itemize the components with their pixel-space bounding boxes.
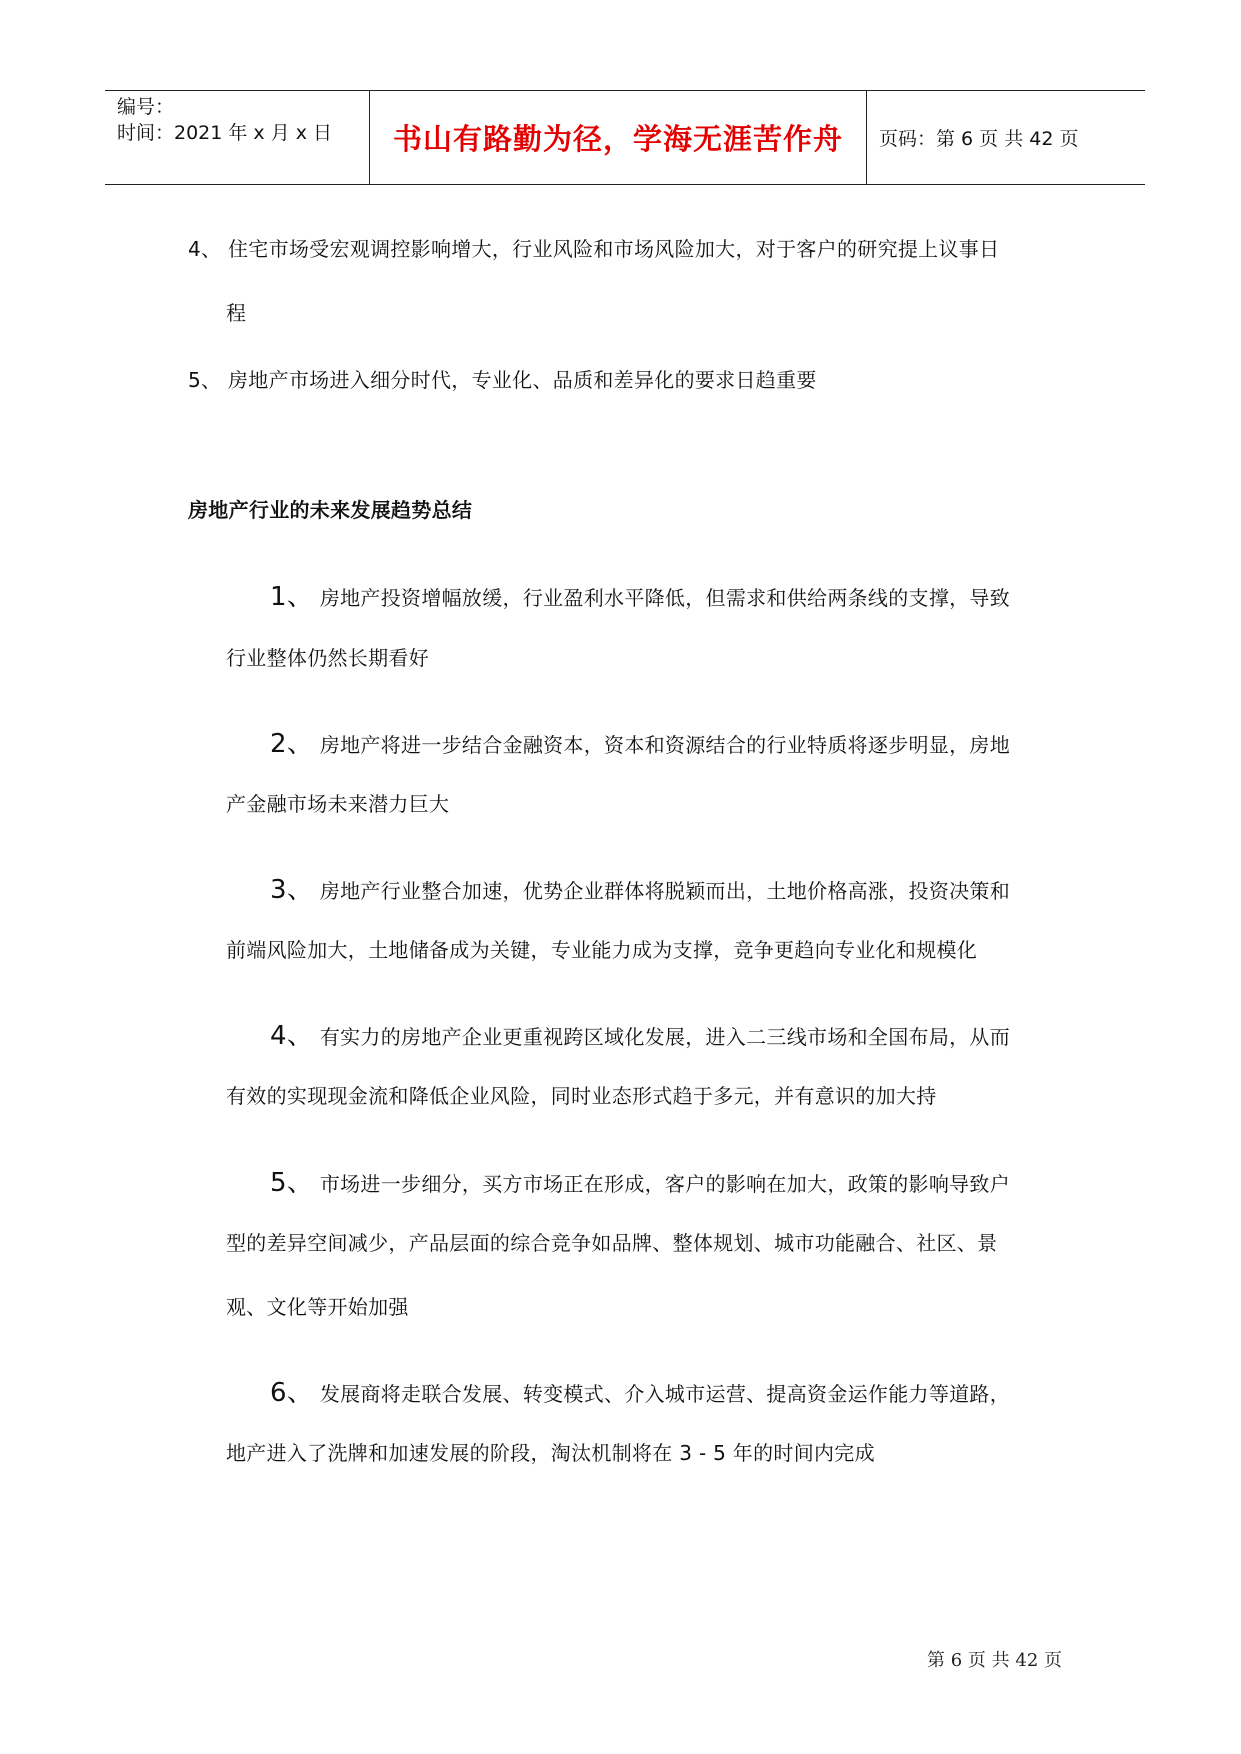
page-info: 页码：第 6 页 共 42 页 bbox=[879, 128, 1079, 150]
intro-item-5-line1: 5、 房地产市场进入细分时代，专业化、品质和差异化的要求日趋重要 bbox=[188, 368, 817, 392]
header-motto-cell bbox=[370, 91, 867, 184]
trend-item-2 bbox=[270, 723, 1010, 760]
trend-item-text: 市场进一步细分，买方市场正在形成，客户的影响在加大，政策的影响导致户 bbox=[319, 1172, 1011, 1196]
trend-item-5-line2: 型的差异空间减少，产品层面的综合竞争如品牌、整体规划、城市功能融合、社区、景 bbox=[226, 1231, 998, 1255]
trend-item-3-line2: 前端风险加大，土地储备成为关键，专业能力成为支撑，竞争更趋向专业化和规模化 bbox=[226, 938, 978, 962]
trend-item-text: 有实力的房地产企业更重视跨区域化发展，进入二三线市场和全国布局，从而 bbox=[319, 1025, 1011, 1049]
trend-item-text: 发展商将走联合发展、转变模式、介入城市运营、提高资金运作能力等道路， bbox=[319, 1382, 1011, 1406]
intro-item-4-line1: 4、 住宅市场受宏观调控影响增大，行业风险和市场风险加大，对于客户的研究提上议事日 bbox=[188, 237, 1000, 261]
header-meta bbox=[105, 91, 370, 184]
trend-item-2-line2: 产金融市场未来潜力巨大 bbox=[226, 792, 450, 816]
trend-item-number: 4、 bbox=[270, 1021, 314, 1051]
trend-item-number: 1、 bbox=[270, 582, 314, 612]
trend-item-5-line3: 观、文化等开始加强 bbox=[226, 1295, 409, 1319]
trend-item-4 bbox=[270, 1015, 1010, 1052]
trend-item-4-line2: 有效的实现现金流和降低企业风险，同时业态形式趋于多元，并有意识的加大持 bbox=[226, 1084, 937, 1108]
page-header bbox=[105, 90, 1145, 185]
document-date: 时间：2021 年 x 月 x 日 bbox=[117, 122, 333, 144]
trend-item-1-line2: 行业整体仍然长期看好 bbox=[226, 646, 429, 670]
trend-item-text: 房地产将进一步结合金融资本，资本和资源结合的行业特质将逐步明显，房地 bbox=[319, 733, 1011, 757]
trend-item-text: 房地产行业整合加速，优势企业群体将脱颖而出，土地价格高涨，投资决策和 bbox=[319, 879, 1011, 903]
trend-item-number: 2、 bbox=[270, 729, 314, 759]
trend-item-6 bbox=[270, 1372, 1010, 1409]
header-page-cell bbox=[867, 91, 1145, 184]
page-footer: 第 6 页 共 42 页 bbox=[927, 1650, 1062, 1671]
trend-item-text: 房地产投资增幅放缓，行业盈利水平降低，但需求和供给两条线的支撑，导致 bbox=[319, 586, 1011, 610]
trend-item-1 bbox=[270, 576, 1010, 613]
trend-item-3 bbox=[270, 869, 1010, 906]
intro-item-4-line2: 程 bbox=[226, 301, 247, 325]
trend-item-6-line2: 地产进入了洗牌和加速发展的阶段，淘汰机制将在 3 - 5 年的时间内完成 bbox=[226, 1441, 875, 1465]
trend-item-number: 5、 bbox=[270, 1168, 314, 1198]
motto: 书山有路勤为径，学海无涯苦作舟 bbox=[392, 122, 843, 156]
trend-item-number: 6、 bbox=[270, 1378, 314, 1408]
trend-item-number: 3、 bbox=[270, 875, 314, 905]
trend-item-5 bbox=[270, 1162, 1010, 1199]
document-number-label: 编号： bbox=[117, 96, 175, 118]
section-heading: 房地产行业的未来发展趋势总结 bbox=[188, 498, 473, 522]
